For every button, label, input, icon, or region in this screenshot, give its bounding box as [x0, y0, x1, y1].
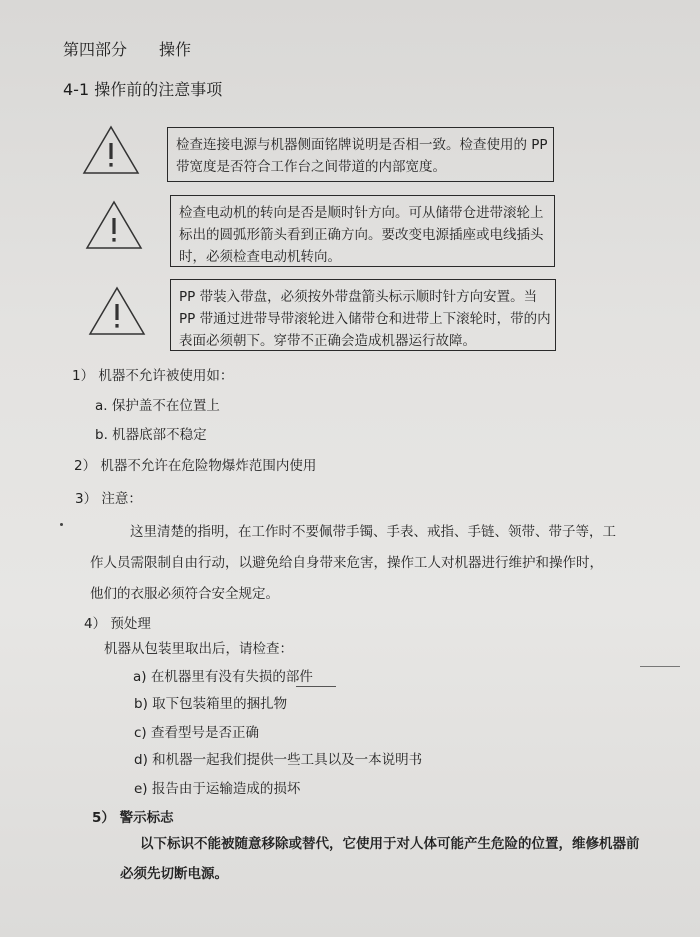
warning-triangle-icon: [85, 200, 143, 250]
list-item: 4） 预处理: [84, 616, 151, 632]
warning-3-line-1: PP 带装入带盘，必须按外带盘箭头标示顺时针方向安置。当: [179, 289, 538, 305]
list-item: a) 在机器里有没有失损的部件: [133, 669, 313, 685]
paragraph-line: 以下标识不能被随意移除或替代，它使用于对人体可能产生危险的位置，维修机器前: [140, 836, 640, 852]
list-item: b. 机器底部不稳定: [95, 427, 207, 443]
warning-1-line-1: 检查连接电源与机器侧面铭牌说明是否相一致。检查使用的 PP: [176, 137, 548, 153]
paragraph-line: 作人员需限制自由行动，以避免给自身带来危害，操作工人对机器进行维护和操作时，: [90, 555, 603, 571]
warning-2-line-3: 时，必须检查电动机转向。: [179, 249, 341, 265]
list-item: a. 保护盖不在位置上: [95, 398, 220, 414]
paragraph-line: 他们的衣服必须符合安全规定。: [90, 586, 279, 602]
list-item: c) 查看型号是否正确: [134, 725, 259, 741]
section-heading: [63, 37, 191, 60]
list-item: d) 和机器一起我们提供一些工具以及一本说明书: [134, 752, 423, 768]
warning-box-2: [170, 195, 555, 267]
warning-3-line-3: 表面必须朝下。穿带不正确会造成机器运行故障。: [179, 333, 476, 349]
paragraph-line: 这里清楚的指明，在工作时不要佩带手镯、手表、戒指、手链、领带、带子等，工: [130, 524, 616, 540]
warning-triangle-icon: [88, 286, 146, 336]
warning-box-3: [170, 279, 556, 351]
warning-2-line-1: 检查电动机的转向是否是顺时针方向。可从储带仓进带滚轮上: [179, 205, 544, 221]
section-title: 第四部分: [63, 40, 128, 59]
paragraph-line: 必须先切断电源。: [120, 866, 228, 882]
warning-triangle-icon: [82, 125, 140, 175]
warning-2-line-2: 标出的圆弧形箭头看到正确方向。要改变电源插座或电线插头: [179, 227, 544, 243]
pen-mark: [296, 686, 336, 687]
warning-3-line-2: PP 带通过进带导带滚轮进入储带仓和进带上下滚轮时，带的内: [179, 311, 551, 327]
subsection-title: 4-1 操作前的注意事项: [63, 80, 223, 99]
list-item: e) 报告由于运输造成的损坏: [134, 781, 301, 797]
list-item: 5） 警示标志: [92, 810, 174, 826]
list-item: 3） 注意：: [75, 491, 142, 507]
warning-box-1: [167, 127, 554, 182]
list-item: 2） 机器不允许在危险物爆炸范围内使用: [74, 458, 317, 474]
paragraph-line: 机器从包装里取出后，请检查：: [104, 641, 293, 657]
section-subtitle: 操作: [159, 40, 192, 59]
warning-1-line-2: 带宽度是否符合工作台之间带道的内部宽度。: [176, 159, 446, 175]
ink-dot: [60, 523, 63, 526]
pen-mark: [640, 666, 680, 667]
list-item: 1） 机器不允许被使用如：: [72, 368, 234, 384]
list-item: b) 取下包装箱里的捆扎物: [134, 696, 288, 712]
